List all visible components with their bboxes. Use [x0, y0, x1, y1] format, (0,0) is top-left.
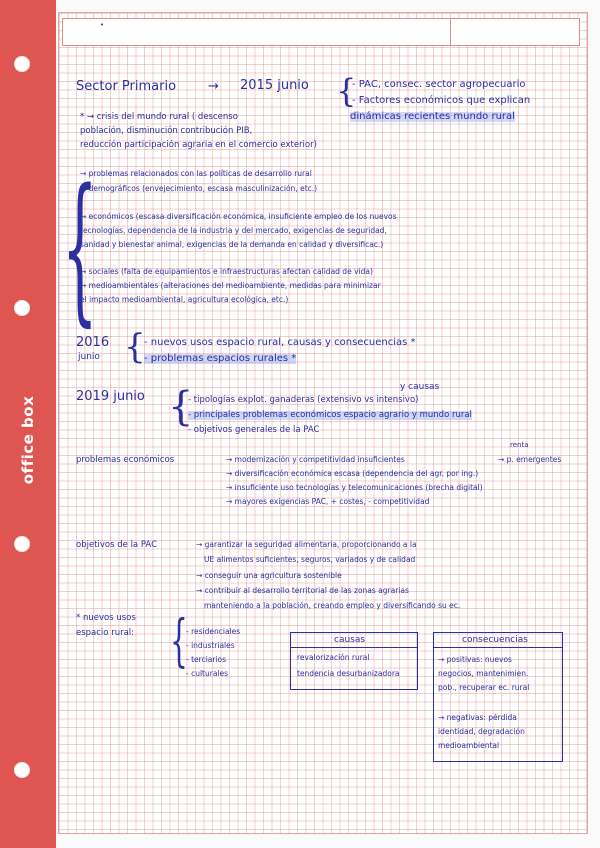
consec-4: → negativas: pérdida	[438, 713, 517, 722]
brace: {	[336, 72, 357, 110]
pe-line-3: → insuficiente uso tecnologías y telecomunicaciones (brecha digital)	[226, 483, 483, 492]
consec-6: medioambiental	[438, 741, 500, 750]
prob-sociales: → sociales (falta de equipamientos e infraestructuras afectan calidad de vida)	[80, 267, 373, 276]
obj-line-2: → conseguir una agricultura sostenible	[196, 571, 342, 580]
pe-line-4: → mayores exigencias PAC, + costes, - competitividad	[226, 497, 430, 506]
problemas-economicos-label: problemas económicos	[76, 455, 175, 465]
consec-2: negocios, mantenimien.	[438, 669, 529, 678]
nuevos-usos-line: - nuevos usos espacio rural, causas y consecuencias *	[144, 337, 416, 348]
crisis-line-1: * → crisis del mundo rural ( descenso	[80, 112, 238, 122]
objetivos-pac-label: objetivos de la PAC	[76, 540, 158, 550]
junio-2016: junio	[78, 352, 100, 362]
consec-5: identidad, degradación	[438, 727, 525, 736]
problemas-espacios-line: - problemas espacios rurales *	[144, 353, 297, 364]
consecuencias-title: consecuencias	[462, 635, 528, 645]
principales-line: - principales problemas económicos espacio agrario y mundo rural	[188, 410, 472, 420]
header-box	[62, 18, 580, 46]
binder-hole	[14, 536, 30, 552]
obj-line-3a: → contribuir al desarrollo territorial de las zonas agrarias	[196, 586, 409, 595]
year-2019: 2019 junio	[76, 389, 145, 404]
title-sector-primario: Sector Primario	[76, 79, 177, 94]
prob-economicos-3: sanidad y bienestar animal, exigencias de la demanda en calidad y diversificac.)	[80, 240, 384, 249]
causa-1: revalorización rural	[297, 653, 370, 662]
uso-4: - culturales	[186, 669, 229, 678]
obj-line-1b: UE alimentos suficientes, seguros, variados y de calidad	[204, 555, 416, 564]
year-2015: 2015 junio	[240, 78, 309, 93]
prob-economicos-2: tecnologías, dependencia de la industria y del mercado, exigencias de seguridad,	[80, 226, 387, 235]
binder-hole	[14, 762, 30, 778]
arrow: →	[208, 79, 219, 94]
consec-1: → positivas: nuevos	[438, 655, 512, 664]
causas-title: causas	[334, 635, 366, 645]
uso-1: - residenciales	[186, 627, 241, 636]
dinamicas-line: dinámicas recientes mundo rural	[350, 111, 515, 122]
pac-line: - PAC, consec. sector agropecuario	[352, 79, 526, 90]
binder-hole	[14, 56, 30, 72]
pe-emergentes: → p. emergentes	[498, 455, 562, 464]
brace: {	[168, 384, 194, 430]
crisis-line-3: reducción participación agraria en el comercio exterior)	[80, 140, 317, 150]
objetivos-pac-line: - objetivos generales de la PAC	[188, 425, 320, 435]
renta-note: renta	[510, 441, 529, 449]
consecuencias-rule	[433, 647, 562, 648]
brand-logo: office box	[19, 395, 37, 485]
usos-label-1: * nuevos usos	[76, 613, 136, 623]
consec-3: pob., recuperar ec. rural	[438, 683, 530, 692]
tipologias-line: - tipologías explot. ganaderas (extensivo vs intensivo)	[188, 395, 419, 405]
binder-hole	[14, 300, 30, 316]
obj-line-1a: → garantizar la seguridad alimentaria, proporcionando a la	[196, 540, 417, 549]
brace: {	[170, 609, 188, 674]
dot-mark: •	[100, 21, 105, 29]
y-causas-note: y causas	[400, 382, 440, 392]
usos-label-2: espacio rural:	[76, 628, 135, 638]
pe-line-2: → diversificación económica escasa (dependencia del agr. por ing.)	[226, 469, 479, 478]
brace-large: {	[62, 154, 98, 341]
prob-demograficos: → demográficos (envejecimiento, escasa masculinización, etc.)	[80, 184, 318, 193]
obj-line-3b: manteniendo a la población, creando empleo y diversificando su ec.	[204, 601, 461, 610]
brace: {	[124, 327, 146, 367]
causas-rule	[290, 647, 417, 648]
crisis-line-2: población, disminución contribución PIB,	[80, 126, 253, 136]
prob-politicas: → problemas relacionados con las políticas de desarrollo rural	[80, 169, 312, 178]
factores-line: - Factores económicos que explican	[352, 95, 531, 106]
year-2016: 2016	[76, 335, 110, 350]
causa-2: tendencia desurbanizadora	[297, 669, 400, 678]
prob-economicos-1: → económicos (escasa diversificación económica, insuficiente empleo de los nuevos	[80, 212, 397, 221]
uso-2: - industriales	[186, 641, 235, 650]
prob-medio-1: → medioambientales (alteraciones del medioambiente, medidas para minimizar	[80, 281, 381, 290]
prob-medio-2: el impacto medioambiental, agricultura ecológica, etc.)	[80, 295, 289, 304]
uso-3: - terciarios	[186, 655, 227, 664]
pe-line-1: → modernización y competitividad insuficientes	[226, 455, 405, 464]
header-divider	[450, 18, 451, 46]
